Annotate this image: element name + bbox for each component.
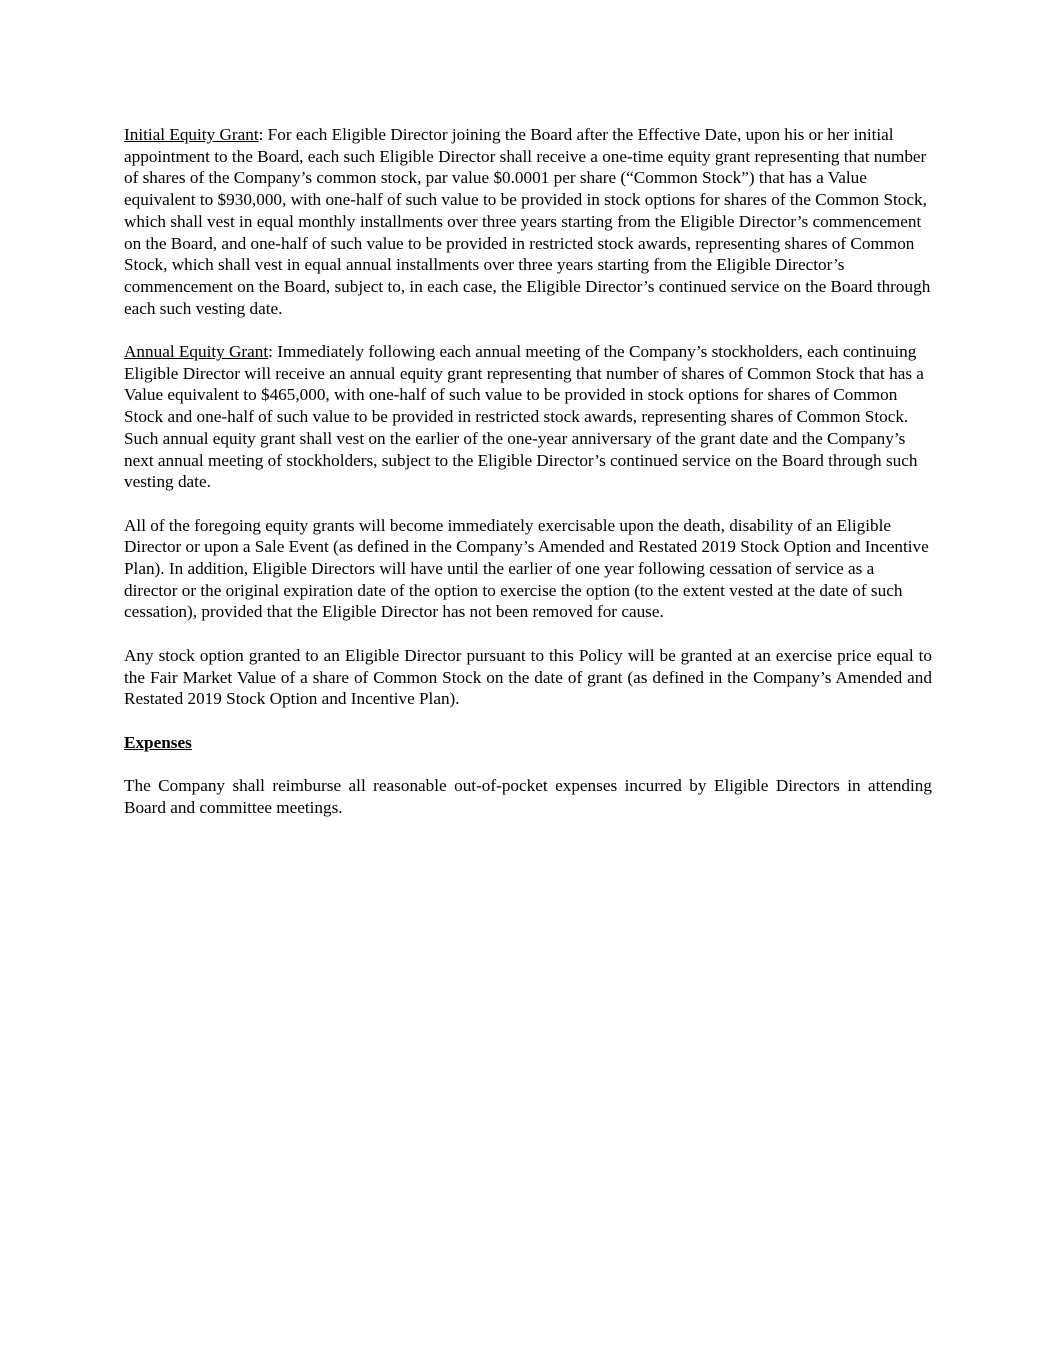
initial-equity-grant-term: Initial Equity Grant [124, 125, 259, 144]
expenses-paragraph: The Company shall reimburse all reasonable out-of-pocket expenses incurred by Eligible Directors in attending Board and committee meetings. [124, 776, 932, 817]
initial-equity-grant-paragraph [124, 124, 932, 319]
document-page [124, 124, 932, 840]
annual-equity-grant-paragraph [124, 341, 932, 493]
initial-equity-grant-text: : For each Eligible Director joining the Board after the Effective Date, upon his or her initial appointment to the Board, each such Eligible Director shall receive a one-time equity grant representing that number of shares of the Company’s common stock, par value $0.0001 per share (“Common Stock”) that has a Value equivalent to $930,000, with one-half of such value to be provided in stock options for shares of the Common Stock, which shall vest in equal monthly installments over three years starting from the Eligible Director’s commencement on the Board, and one-half of such value to be provided in restricted stock awards, representing shares of Common Stock, which shall vest in equal annual installments over three years starting from the Eligible Director’s commencement on the Board, subject to, in each case, the Eligible Director’s continued service on the Board through each such vesting date. [124, 125, 931, 318]
annual-equity-grant-term: Annual Equity Grant [124, 342, 269, 362]
exercise-price-paragraph: Any stock option granted to an Eligible Director pursuant to this Policy will be granted at an exercise price equal to the Fair Market Value of a share of Common Stock on the date of grant (as defined in the Company’s Amended and Restated 2019 Stock Option and Incentive Plan). [124, 645, 932, 709]
acceleration-paragraph: All of the foregoing equity grants will become immediately exercisable upon the death, disability of an Eligible Director or upon a Sale Event (as defined in the Company’s Amended and Restated 2019 Stock Option and Incentive Plan). In addition, Eligible Directors will have until the earlier of one year following cessation of service as a director or the original expiration date of the option to exercise the option (to the extent vested at the date of such cessation), provided that the Eligible Director has not been removed for cause. [124, 515, 929, 622]
annual-equity-grant-text: : Immediately following each annual meeting of the Company’s stockholders, each continuing Eligible Director will receive an annual equity grant representing that number of shares of Common Stock that has a Value equivalent to $465,000, with one-half of such value to be provided in stock options for shares of Common Stock and one-half of such value to be provided in restricted stock awards, representing shares of Common Stock. Such annual equity grant shall vest on the earlier of the one-year anniversary of the grant date and the Company’s next annual meeting of stockholders, subject to the Eligible Director’s continued service on the Board through such vesting date. [124, 342, 924, 492]
expenses-heading: Expenses [124, 732, 192, 752]
